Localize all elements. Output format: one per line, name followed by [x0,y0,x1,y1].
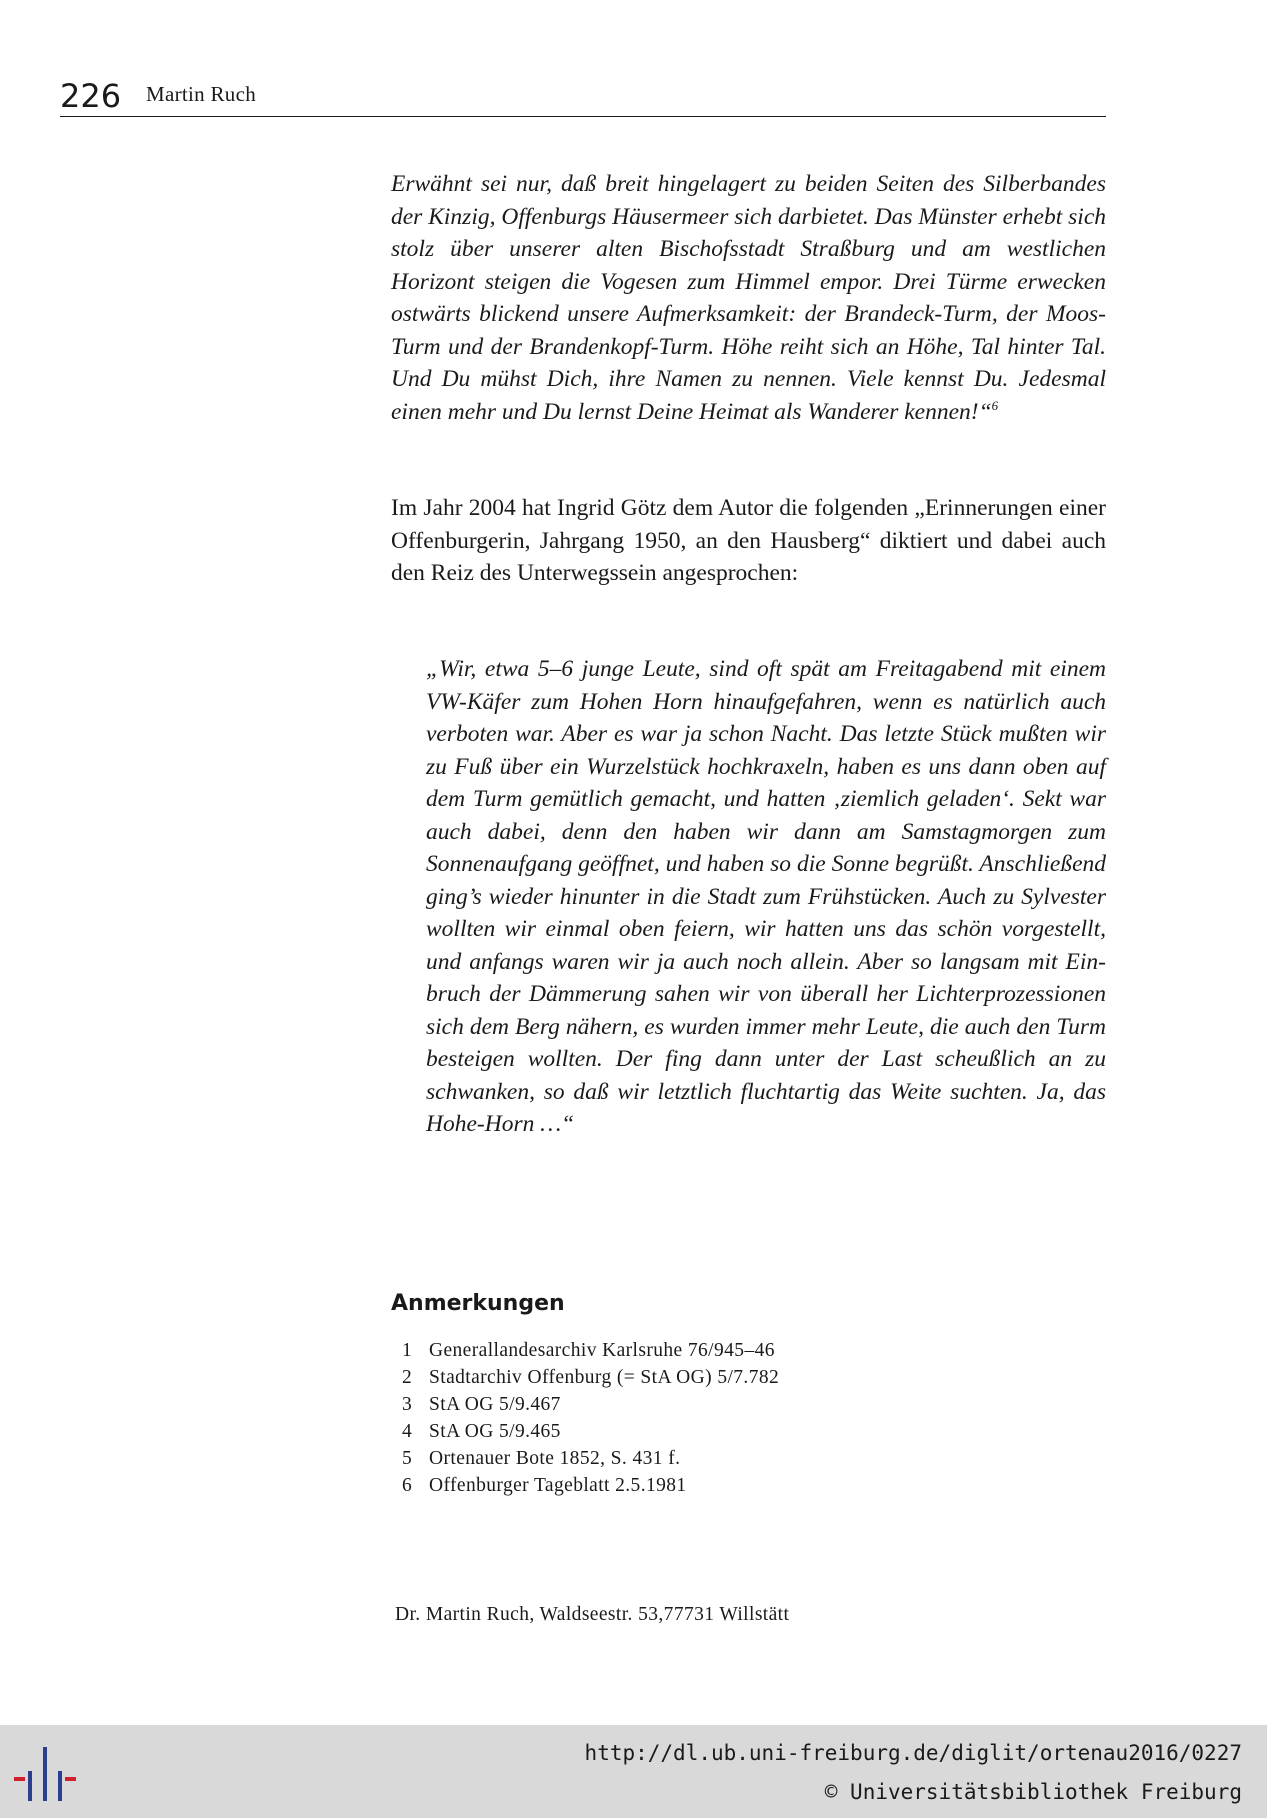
note-text: StA OG 5/9.467 [429,1394,561,1415]
notes-list [402,1337,779,1499]
note-item [402,1418,779,1445]
note-item [402,1472,779,1499]
digitization-footer [0,1725,1267,1818]
page-header [60,76,1106,117]
permalink-url[interactable]: http://dl.ub.uni-freiburg.de/diglit/ortenau2016/0227 [584,1741,1242,1765]
note-text: Ortenauer Bote 1852, S. 431 f. [429,1448,681,1469]
body-paragraph-text: Im Jahr 2004 hat Ingrid Götz dem Autor die folgenden „Erinnerungen einer Offenburgerin, Jahrgang 1950, an den Hausberg“ diktiert und dabei auch den Reiz des Unterwegssein angesprochen: [391,495,1106,586]
footnote-ref-6[interactable]: 6 [991,397,999,413]
author-address: Dr. Martin Ruch, Waldseestr. 53,77731 Willstätt [395,1604,790,1625]
note-text: Stadtarchiv Offenburg (= StA OG) 5/7.782 [429,1367,780,1388]
note-text: Offenburger Tageblatt 2.5.1981 [429,1475,687,1496]
logo-red-bar-left [14,1777,25,1781]
quote-2-text: „Wir, etwa 5–6 junge Leute, sind oft spät am Freitagabend mit einem VW-Käfer zum Hohen Horn hinaufgefahren, wenn es natürlich auch verboten war. Aber es war ja schon Nacht. Das letzte Stück mußten wir zu Fuß über ein Wurzelstück hochkraxeln, haben es uns dann oben auf dem Turm gemütlich gemacht, und hatten ‚ziemlich geladen‘. Sekt war auch dabei, denn den haben wir dann am Samstagmorgen zum Sonnenaufgang geöffnet, und haben so die Sonne begrüßt. Anschließend ging’s wieder hinunter in die Stadt zum Frühstücken. Auch zu Sylvester wollten wir einmal oben feiern, wir hatten uns das schön vorgestellt, und anfangs waren wir ja auch noch allein. Aber so langsam mit Einbruch der Dämmerung sahen wir von überall her Lichterprozessionen sich dem Berg nähern, es wurden immer mehr Leute, die auch den Turm besteigen wollten. Der fing dann unter der Last scheußlich an zu schwanken, so daß wir letztlich fluchtartig das Weite suchten. Ja, das Hohe-Horn …“ [426,656,1106,1137]
block-quote-2 [426,653,1106,1141]
note-number: 5 [402,1448,413,1469]
note-number: 3 [402,1394,413,1415]
notes-heading: Anmerkungen [391,1291,565,1316]
ub-freiburg-logo-icon[interactable] [14,1747,80,1801]
logo-red-bar-right [65,1777,76,1781]
note-number: 2 [402,1367,413,1388]
note-text: StA OG 5/9.465 [429,1421,561,1442]
note-number: 6 [402,1475,413,1496]
body-paragraph [391,492,1106,590]
note-item [402,1445,779,1472]
logo-blue-bar-3 [58,1771,62,1801]
note-number: 4 [402,1421,413,1442]
logo-blue-bar-1 [28,1771,32,1801]
quote-1-body: Erwähnt sei nur, daß breit hingelagert zu beiden Seiten des Silberbandes der Kinzig, Offenburgs Häusermeer sich darbietet. Das Münster erhebt sich stolz über unserer alten Bischofsstadt Straßburg und am westlichen Horizont steigen die Vogesen zum Himmel empor. Drei Türme erwecken ostwärts blickend unsere Aufmerksamkeit: der Brandeck-Turm, der Moos-Turm und der Brandenkopf-Turm. Höhe reiht sich an Höhe, Tal hinter Tal. Und Du mühst Dich, ihre Namen zu nennen. Viele kennst Du. Jedesmal einen mehr und Du lernst Deine Heimat als Wanderer kennen!“ [391,171,1106,425]
note-item [402,1337,779,1364]
note-item [402,1364,779,1391]
block-quote-1 [391,168,1106,428]
running-head-author: Martin Ruch [146,82,257,106]
copyright-notice: © Universitätsbibliothek Freiburg [824,1780,1242,1804]
quote-1-text [391,168,1106,428]
note-item [402,1391,779,1418]
note-text: Generallandesarchiv Karlsruhe 76/945–46 [429,1340,775,1361]
logo-blue-bar-2 [43,1747,47,1801]
page-number: 226 [60,77,122,115]
note-number: 1 [402,1340,413,1361]
